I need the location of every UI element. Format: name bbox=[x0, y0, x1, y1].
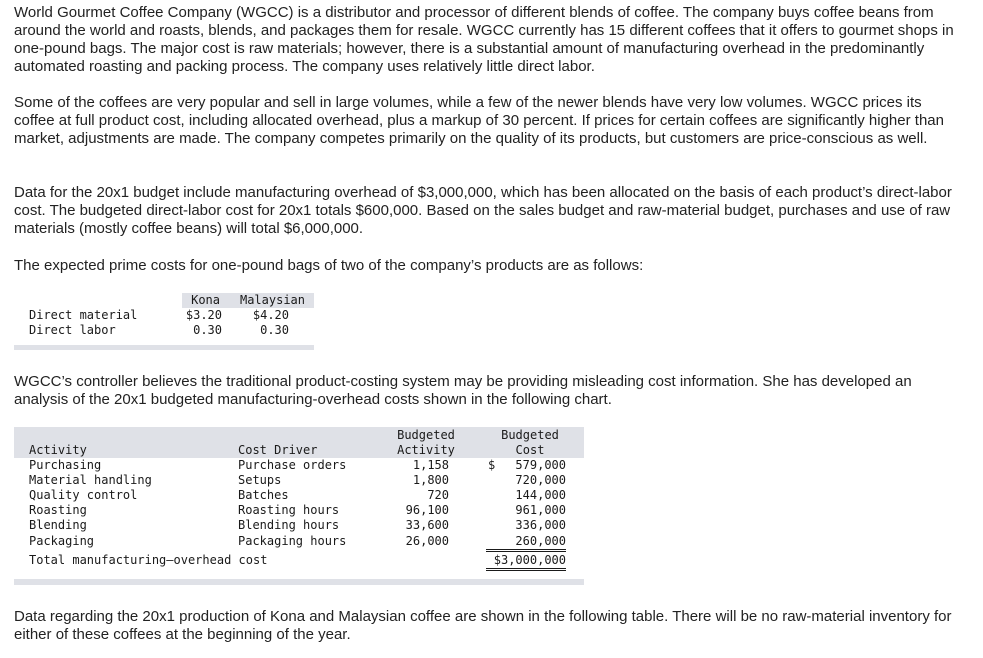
table-row-cost: 961,000 bbox=[515, 503, 566, 517]
intro-paragraph: World Gourmet Coffee Company (WGCC) is a distributor and processor of different blends of coffee. The company buys coffee beans from around the world and roasts, blends, and packages them for resale. WGCC currently has 15 different coffees that it offers to gourmet shops in one-pound bags. The major cost is raw materials; however, there is a substantial amount of manufacturing overhead in the predominantly automated roasting and packing process. The company uses relatively little direct labor. bbox=[14, 4, 954, 75]
budget-paragraph: Data for the 20x1 budget include manufacturing overhead of $3,000,000, which has been allocated on the basis of each product’s direct-labor cost. The budgeted direct-labor cost for 20x1 totals $600,000. Based on the sales budget and raw-material budget, purchases and use of raw materials (mostly coffee beans) will total $6,000,000. bbox=[14, 184, 952, 237]
table-row-driver: Blending hours bbox=[238, 518, 340, 532]
table-row-activity-qty: 1,158 bbox=[412, 458, 449, 472]
prime-costs-table bbox=[14, 293, 314, 350]
row-label-direct-material: Direct material bbox=[29, 308, 138, 322]
table-row-activity: Blending bbox=[29, 518, 87, 532]
column-header-budgeted-cost-2: Cost bbox=[515, 443, 545, 457]
table-row-cost: 720,000 bbox=[515, 473, 566, 487]
total-overhead-value: $3,000,000 bbox=[486, 551, 566, 571]
table-row-activity-qty: 1,800 bbox=[412, 473, 449, 487]
table-row-driver: Batches bbox=[238, 488, 289, 502]
table-row-driver: Roasting hours bbox=[238, 503, 340, 517]
table-row-driver: Packaging hours bbox=[238, 534, 347, 548]
table-row-activity: Packaging bbox=[29, 534, 95, 548]
table-row-cost: 260,000 bbox=[486, 534, 566, 550]
column-header-kona: Kona bbox=[191, 293, 220, 307]
table-row-activity-qty: 26,000 bbox=[405, 534, 449, 548]
table-row-activity-qty: 96,100 bbox=[405, 503, 449, 517]
table-row-activity: Quality control bbox=[29, 488, 138, 502]
table-footer-band bbox=[14, 579, 584, 585]
column-header-activity: Activity bbox=[29, 443, 87, 457]
kona-direct-material: $3.20 bbox=[185, 308, 222, 322]
pricing-paragraph: Some of the coffees are very popular and sell in large volumes, while a few of the newer blends have very low volumes. WGCC prices its coffee at full product cost, including allocated overhead, plus a markup of 30 percent. If prices for certain coffees are significantly higher than market, adjustments are made. The company competes primarily on the quality of its products, but customers are price-conscious as well. bbox=[14, 94, 944, 147]
total-overhead-label: Total manufacturing–overhead cost bbox=[29, 553, 268, 567]
table-row-activity-qty: 720 bbox=[427, 488, 449, 502]
table-row-cost: 579,000 bbox=[515, 458, 566, 472]
row-label-direct-labor: Direct labor bbox=[29, 323, 116, 337]
table-row-cost: 336,000 bbox=[515, 518, 566, 532]
table-row-activity: Purchasing bbox=[29, 458, 102, 472]
column-header-malaysian: Malaysian bbox=[239, 293, 305, 307]
production-data-paragraph: Data regarding the 20x1 production of Kona and Malaysian coffee are shown in the following table. There will be no raw-material inventory for either of these coffees at the beginning of the year. bbox=[14, 608, 952, 643]
overhead-table bbox=[14, 427, 584, 585]
malaysian-direct-labor: 0.30 bbox=[260, 323, 289, 337]
column-header-budgeted-activity-1: Budgeted bbox=[397, 428, 455, 442]
column-header-budgeted-cost-1: Budgeted bbox=[501, 428, 559, 442]
controller-paragraph: WGCC’s controller believes the traditional product-costing system may be providing misleading cost information. She has developed an analysis of the 20x1 budgeted manufacturing-overhead costs shown in the following chart. bbox=[14, 373, 912, 408]
column-header-budgeted-activity-2: Activity bbox=[397, 443, 455, 457]
table-row-driver: Purchase orders bbox=[238, 458, 347, 472]
currency-symbol: $ bbox=[488, 458, 496, 472]
table-row-activity: Roasting bbox=[29, 503, 87, 517]
prime-costs-intro: The expected prime costs for one-pound bags of two of the company’s products are as follows: bbox=[14, 257, 644, 274]
column-header-cost-driver: Cost Driver bbox=[238, 443, 318, 457]
table-row-cost: 144,000 bbox=[515, 488, 566, 502]
malaysian-direct-material: $4.20 bbox=[252, 308, 289, 322]
table-row-driver: Setups bbox=[238, 473, 282, 487]
table-row-activity: Material handling bbox=[29, 473, 152, 487]
kona-direct-labor: 0.30 bbox=[193, 323, 222, 337]
table-row-activity-qty: 33,600 bbox=[405, 518, 449, 532]
table-footer-band bbox=[14, 345, 314, 350]
